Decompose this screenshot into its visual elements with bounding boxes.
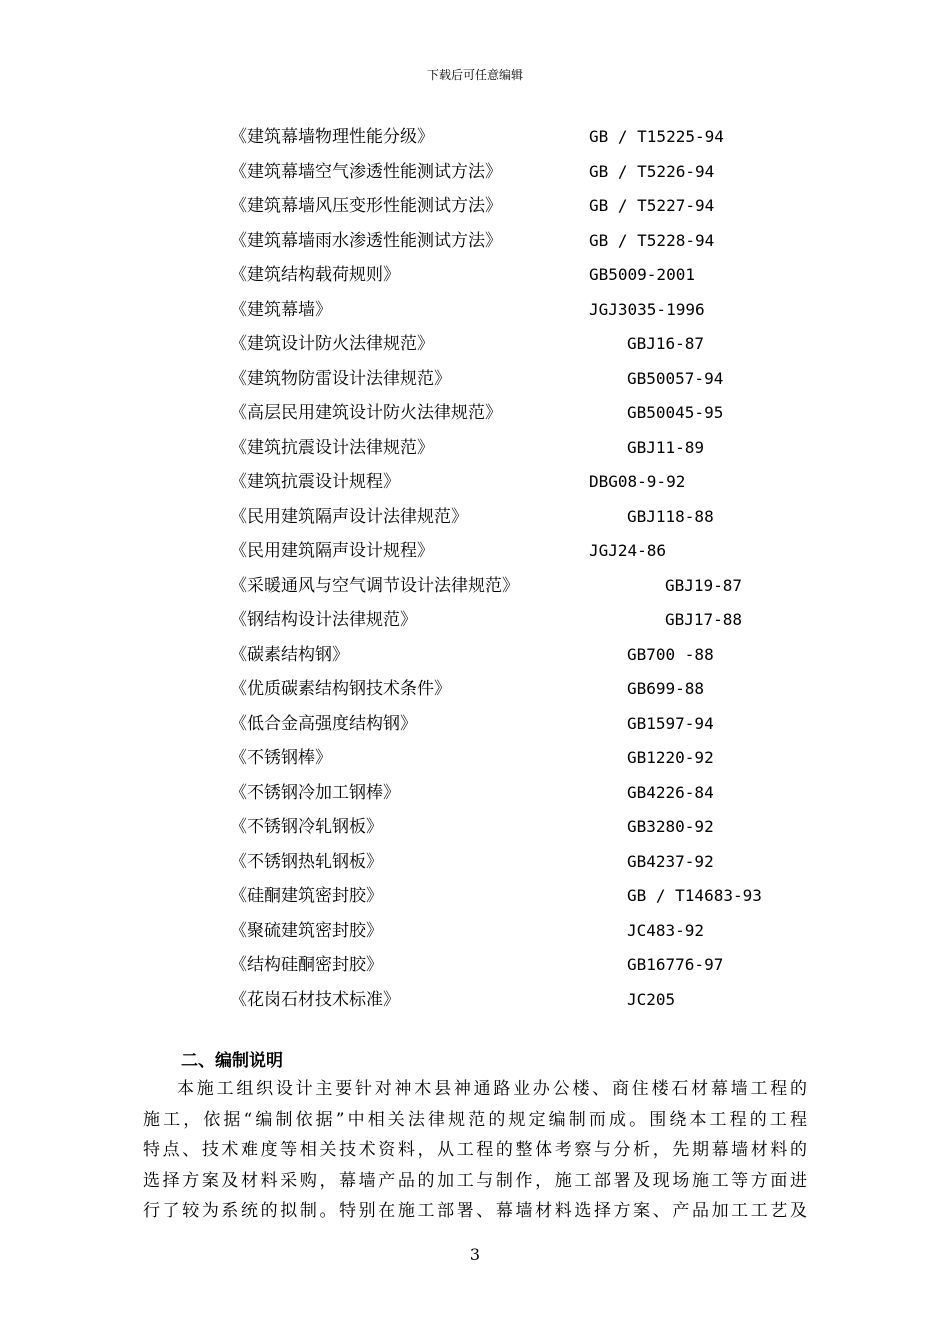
standard-code: GB5009-2001	[589, 265, 695, 284]
standard-title: 《建筑抗震设计规程》	[230, 472, 400, 492]
standard-code: GB699-88	[627, 679, 705, 698]
standard-code: GB / T5226-94	[589, 161, 715, 181]
standard-row	[0, 983, 950, 1018]
standard-code: GB / T14683-93	[627, 886, 762, 905]
standard-row	[0, 155, 950, 190]
standard-row	[0, 431, 950, 466]
standard-title: 《建筑幕墙物理性能分级》	[230, 127, 434, 147]
standard-title: 《聚硫建筑密封胶》	[230, 920, 383, 941]
standard-title: 《建筑结构载荷规则》	[230, 265, 400, 285]
standard-title: 《不锈钢冷轧钢板》	[230, 817, 383, 837]
standard-code: DBG08-9-92	[589, 472, 686, 491]
section-heading: 二、编制说明	[181, 1051, 283, 1071]
paragraph-line: 本施工组织设计主要针对神木县神通路业办公楼、商住楼石材幕墙工程的	[177, 1079, 807, 1099]
standard-title: 《低合金高强度结构钢》	[230, 713, 417, 734]
paragraph-line: 施工，依据“编制依据”中相关法律规范的规定编制而成。围绕本工程的工程	[143, 1109, 807, 1130]
standard-title: 《民用建筑隔声设计规程》	[230, 541, 434, 561]
standard-code: GB4237-92	[627, 851, 714, 871]
standard-code: GBJ19-87	[665, 575, 743, 595]
standard-code: GB1220-92	[627, 748, 714, 767]
standard-row	[0, 845, 950, 880]
standard-row	[0, 500, 950, 535]
standard-code: GB / T5227-94	[589, 196, 715, 215]
standard-row	[0, 638, 950, 673]
standard-code: GB50057-94	[627, 368, 724, 388]
standard-title: 《建筑幕墙风压变形性能测试方法》	[230, 196, 502, 216]
standard-title: 《建筑幕墙空气渗透性能测试方法》	[230, 161, 502, 182]
standard-title: 《结构硅酮密封胶》	[230, 955, 383, 975]
standard-title: 《民用建筑隔声设计法律规范》	[230, 506, 468, 527]
standard-row	[0, 258, 950, 293]
standard-row	[0, 603, 950, 638]
standard-title: 《钢结构设计法律规范》	[230, 610, 417, 630]
standard-code: GB / T5228-94	[589, 230, 715, 250]
standard-code: GB50045-95	[627, 403, 724, 422]
standard-code: GBJ16-87	[627, 334, 705, 353]
standard-title: 《碳素结构钢》	[230, 644, 349, 665]
standard-row	[0, 534, 950, 569]
standard-code: GB4226-84	[627, 782, 714, 802]
standard-row	[0, 569, 950, 604]
standard-code: GB16776-97	[627, 955, 724, 974]
standard-code: GB1597-94	[627, 713, 714, 733]
paragraph-line: 特点、技术难度等相关技术资料，从工程的整体考察与分析，先期幕墙材料的	[143, 1140, 807, 1160]
paragraph-line: 选择方案及材料采购，幕墙产品的加工与制作，施工部署及现场施工等方面进	[143, 1170, 807, 1191]
standard-row	[0, 327, 950, 362]
standard-title: 《建筑物防雷设计法律规范》	[230, 368, 451, 389]
standard-row	[0, 189, 950, 224]
standard-row	[0, 914, 950, 949]
standard-row	[0, 810, 950, 845]
standard-title: 《建筑设计防火法律规范》	[230, 334, 434, 354]
standard-row	[0, 224, 950, 259]
standard-title: 《不锈钢棒》	[230, 748, 332, 768]
standard-title: 《不锈钢冷加工钢棒》	[230, 782, 400, 803]
standard-title: 《不锈钢热轧钢板》	[230, 851, 383, 872]
standard-code: GB700 -88	[627, 644, 714, 664]
standard-row	[0, 672, 950, 707]
standard-code: JC483-92	[627, 920, 705, 940]
paragraph-line: 行了较为系统的拟制。特别在施工部署、幕墙材料选择方案、产品加工工艺及	[143, 1201, 807, 1221]
standard-row	[0, 120, 950, 155]
standards-list	[0, 120, 950, 1017]
standard-title: 《采暖通风与空气调节设计法律规范》	[230, 575, 519, 596]
standard-code: GB / T15225-94	[589, 127, 724, 146]
standard-row	[0, 707, 950, 742]
standard-code: GBJ11-89	[627, 437, 705, 457]
standard-row	[0, 293, 950, 328]
page-header: 下载后可任意编辑	[426, 68, 523, 82]
standard-row	[0, 362, 950, 397]
standard-title: 《优质碳素结构钢技术条件》	[230, 679, 451, 699]
standard-title: 《建筑幕墙雨水渗透性能测试方法》	[230, 230, 502, 251]
standard-row	[0, 465, 950, 500]
standard-code: JGJ24-86	[589, 541, 667, 560]
page-number: 3	[469, 1245, 481, 1264]
standard-title: 《建筑抗震设计法律规范》	[230, 437, 434, 458]
standard-row	[0, 879, 950, 914]
body-paragraph	[143, 1074, 807, 1227]
standard-title: 《花岗石材技术标准》	[230, 989, 400, 1010]
standard-row	[0, 776, 950, 811]
standard-title: 《硅酮建筑密封胶》	[230, 886, 383, 906]
standard-code: GBJ118-88	[627, 506, 714, 526]
standard-row	[0, 741, 950, 776]
standard-row	[0, 948, 950, 983]
standard-code: GBJ17-88	[665, 610, 743, 629]
standard-title: 《建筑幕墙》	[230, 299, 332, 320]
standard-row	[0, 396, 950, 431]
standard-code: JGJ3035-1996	[589, 299, 705, 319]
standard-code: GB3280-92	[627, 817, 714, 836]
standard-code: JC205	[627, 989, 676, 1009]
standard-title: 《高层民用建筑设计防火法律规范》	[230, 403, 502, 423]
